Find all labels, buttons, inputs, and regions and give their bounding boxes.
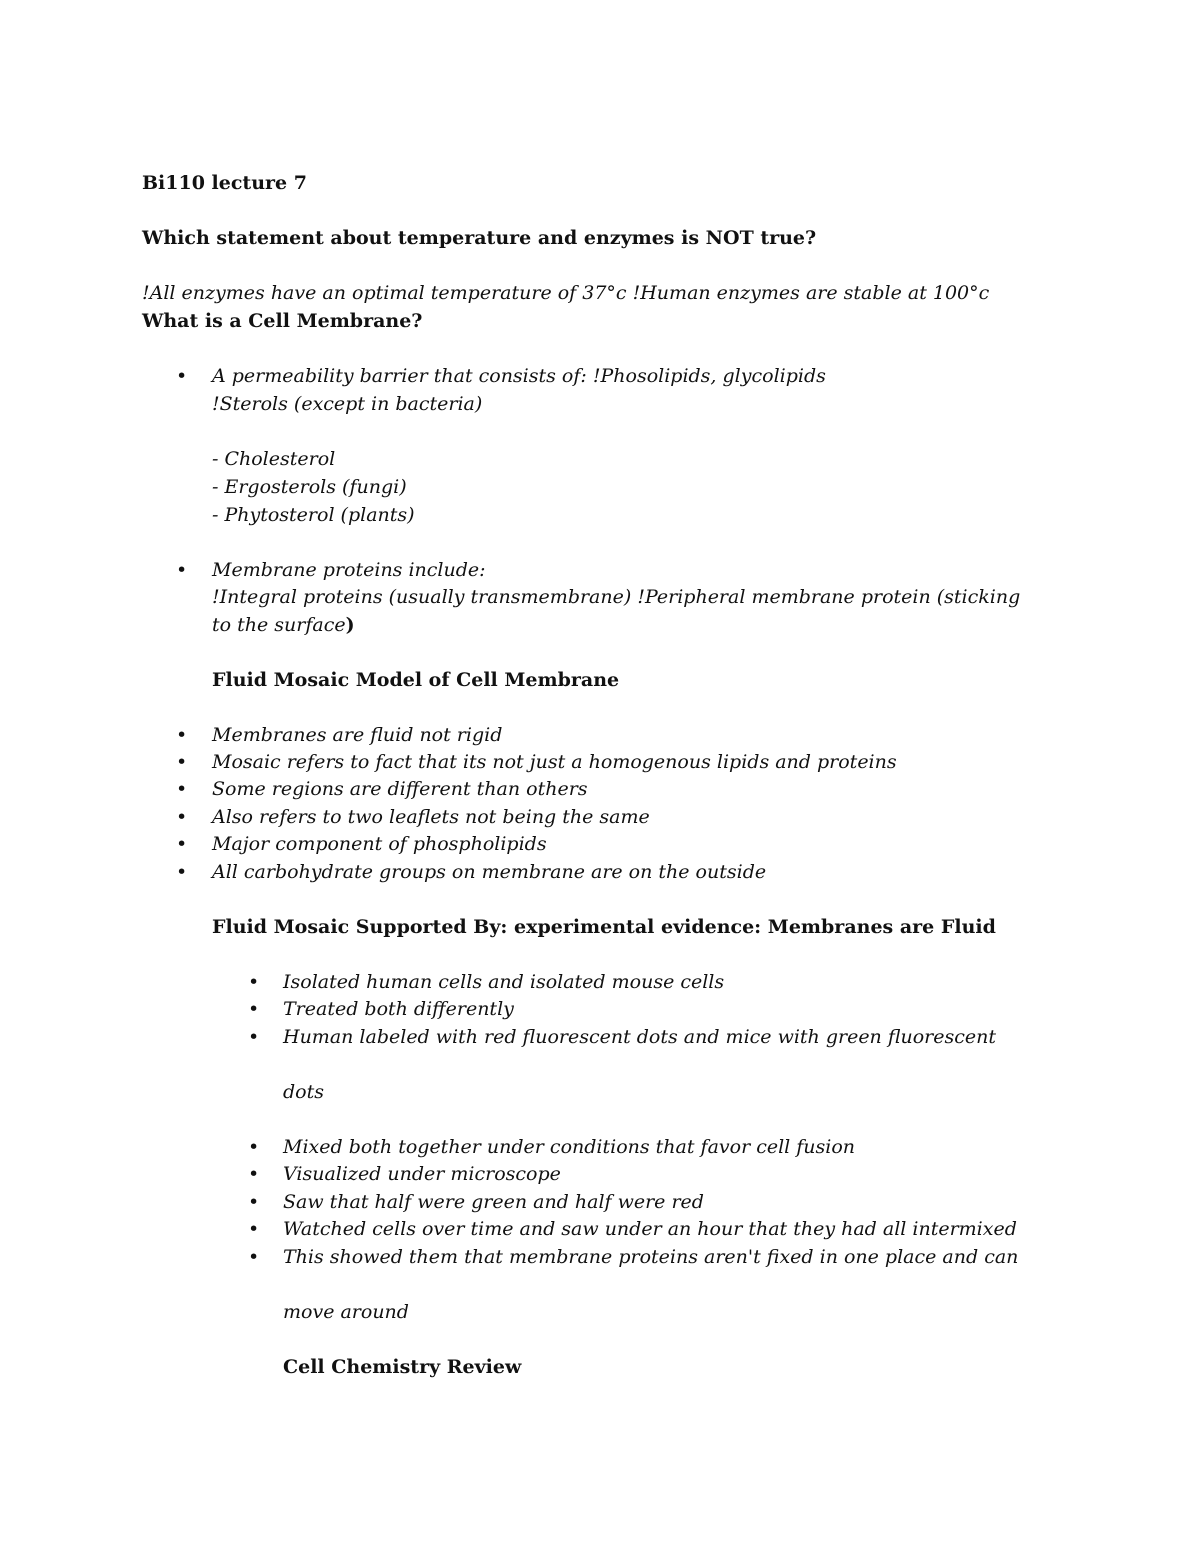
bullet-marker: • bbox=[248, 1218, 260, 1240]
barrier-line-2: !Sterols (except in bacteria) bbox=[212, 393, 483, 415]
evidence-continuation: dots bbox=[283, 1081, 324, 1103]
evidence-item: This showed them that membrane proteins aren't fixed in one place and can bbox=[283, 1246, 1019, 1268]
fluid-item: Membranes are fluid not rigid bbox=[212, 724, 503, 746]
bullet-marker: • bbox=[176, 778, 188, 800]
fluid-heading: Fluid Mosaic Model of Cell Membrane bbox=[212, 669, 620, 691]
answers-line: !All enzymes have an optimal temperature of 37°c !Human enzymes are stable at 100°c bbox=[142, 282, 990, 304]
bullet-marker: • bbox=[248, 1026, 260, 1048]
fluid-item: All carbohydrate groups on membrane are on the outside bbox=[212, 861, 767, 883]
bullet-marker: • bbox=[248, 998, 260, 1020]
evidence-item: Human labeled with red fluorescent dots and mice with green fluorescent bbox=[283, 1026, 997, 1048]
evidence-continuation: move around bbox=[283, 1301, 409, 1323]
sterol-item: - Ergosterols (fungi) bbox=[212, 476, 407, 498]
sterol-item: - Phytosterol (plants) bbox=[212, 504, 415, 526]
bullet-marker: • bbox=[176, 559, 188, 581]
proteins-line-3 bbox=[212, 612, 355, 639]
fluid-item: Some regions are different than others bbox=[212, 778, 588, 800]
fluid-item: Major component of phospholipids bbox=[212, 833, 547, 855]
barrier-line-1: A permeability barrier that consists of: !Phosolipids, glycolipids bbox=[212, 365, 826, 387]
proteins-line-2: !Integral proteins (usually transmembrane) !Peripheral membrane protein (sticking bbox=[212, 586, 1021, 608]
proteins-line-3-text: to the surface bbox=[212, 614, 346, 636]
bullet-marker: • bbox=[176, 365, 188, 387]
bullet-marker: • bbox=[176, 751, 188, 773]
bullet-marker: • bbox=[248, 971, 260, 993]
bullet-marker: • bbox=[248, 1191, 260, 1213]
bullet-marker: • bbox=[176, 861, 188, 883]
evidence-item: Watched cells over time and saw under an hour that they had all intermixed bbox=[283, 1218, 1017, 1240]
proteins-line-1: Membrane proteins include: bbox=[212, 559, 486, 581]
bullet-marker: • bbox=[248, 1163, 260, 1185]
evidence-item: Treated both differently bbox=[283, 998, 514, 1020]
evidence-item: Saw that half were green and half were red bbox=[283, 1191, 704, 1213]
bullet-marker: • bbox=[176, 724, 188, 746]
bullet-marker: • bbox=[176, 833, 188, 855]
fluid-item: Also refers to two leaflets not being the same bbox=[212, 806, 650, 828]
review-heading: Cell Chemistry Review bbox=[283, 1356, 522, 1378]
proteins-line-3-paren: ) bbox=[345, 614, 355, 636]
membrane-heading: What is a Cell Membrane? bbox=[142, 310, 423, 332]
evidence-heading: Fluid Mosaic Supported By: experimental evidence: Membranes are Fluid bbox=[212, 916, 996, 938]
evidence-item: Isolated human cells and isolated mouse cells bbox=[283, 971, 725, 993]
sterol-item: - Cholesterol bbox=[212, 448, 336, 470]
bullet-marker: • bbox=[248, 1136, 260, 1158]
fluid-item: Mosaic refers to fact that its not just a homogenous lipids and proteins bbox=[212, 751, 897, 773]
evidence-item: Visualized under microscope bbox=[283, 1163, 561, 1185]
bullet-marker: • bbox=[248, 1246, 260, 1268]
question-heading: Which statement about temperature and enzymes is NOT true? bbox=[142, 227, 817, 249]
document-title: Bi110 lecture 7 bbox=[142, 172, 307, 194]
evidence-item: Mixed both together under conditions that favor cell fusion bbox=[283, 1136, 856, 1158]
bullet-marker: • bbox=[176, 806, 188, 828]
